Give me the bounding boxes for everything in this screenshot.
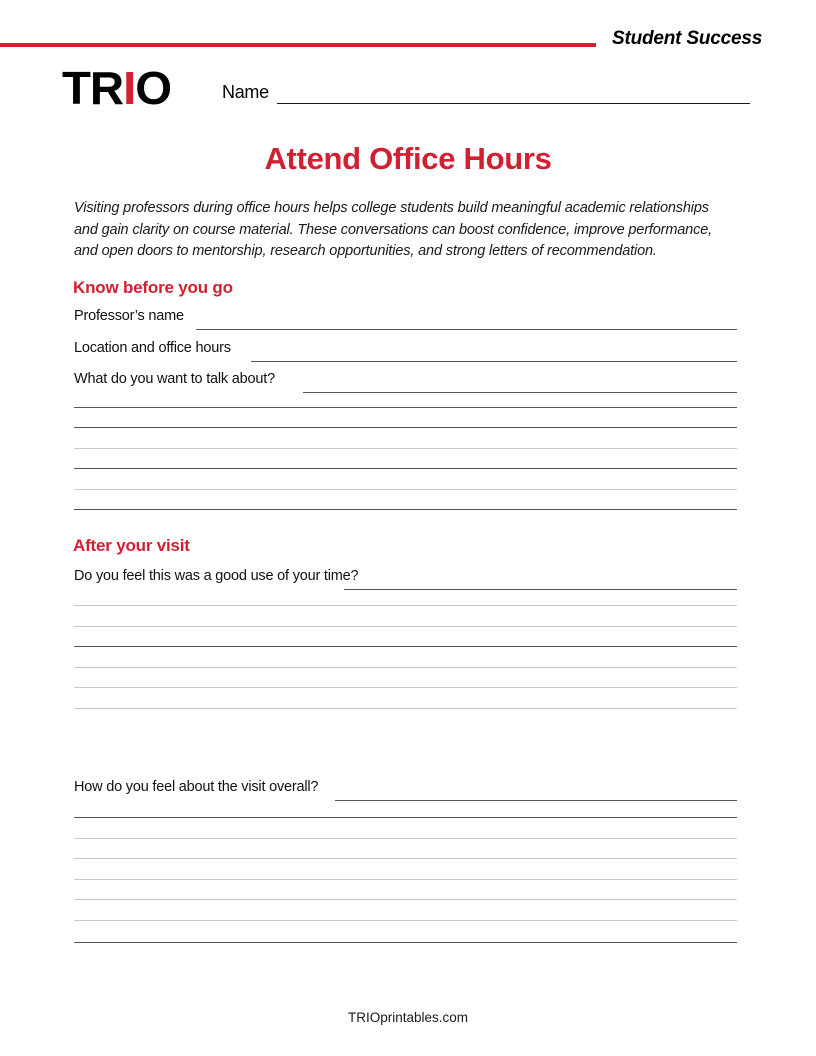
blank-writing-line[interactable] — [74, 468, 737, 469]
prompt-answer-line[interactable] — [196, 329, 737, 330]
header-kicker: Student Success — [612, 28, 763, 49]
logo-text-o: O — [135, 62, 172, 114]
blank-writing-line[interactable] — [74, 626, 737, 627]
prompt-label: What do you want to talk about? — [74, 371, 275, 387]
blank-writing-line[interactable] — [74, 838, 737, 839]
blank-writing-line[interactable] — [74, 407, 737, 408]
prompt-label: Location and office hours — [74, 340, 231, 356]
name-field-label: Name — [222, 82, 269, 102]
prompt-row-location-and-office-hours — [74, 340, 737, 362]
prompt-row-visit-overall — [74, 779, 737, 801]
blank-writing-line[interactable] — [74, 667, 737, 668]
prompt-answer-line[interactable] — [303, 392, 737, 393]
prompt-row-professors-name — [74, 308, 737, 330]
intro-paragraph: Visiting professors during office hours helps college students build meaningful academic relationships and gain clarity on course material. These conversations can boost confidence, improve performance, and open doors to mentorship, research opportunities, and strong letters of recommendation. — [74, 200, 712, 259]
page-title: Attend Office Hours — [264, 141, 552, 176]
blank-writing-line[interactable] — [74, 509, 737, 510]
prompt-answer-line[interactable] — [251, 361, 737, 362]
header-red-rule — [0, 43, 596, 47]
section-heading-know-before-you-go: Know before you go — [73, 278, 233, 297]
blank-writing-line[interactable] — [74, 427, 737, 428]
prompt-label: How do you feel about the visit overall? — [74, 779, 319, 795]
prompt-label: Do you feel this was a good use of your time? — [74, 568, 359, 584]
logo-text-tr: TR — [62, 62, 124, 114]
footer-site-name: TRIOprintables.com — [347, 1010, 469, 1025]
blank-writing-line[interactable] — [74, 879, 737, 880]
blank-writing-line[interactable] — [74, 920, 737, 921]
blank-writing-line[interactable] — [74, 687, 737, 688]
blank-writing-line[interactable] — [74, 448, 737, 449]
blank-writing-line[interactable] — [74, 605, 737, 606]
blank-writing-line[interactable] — [74, 899, 737, 900]
prompt-answer-line[interactable] — [335, 800, 737, 801]
blank-writing-line[interactable] — [74, 708, 737, 709]
blank-writing-line[interactable] — [74, 942, 737, 943]
blank-writing-line[interactable] — [74, 817, 737, 818]
section-heading-after-your-visit: After your visit — [73, 536, 190, 555]
blank-writing-line[interactable] — [74, 646, 737, 647]
blank-writing-line[interactable] — [74, 858, 737, 859]
prompt-answer-line[interactable] — [344, 589, 737, 590]
name-input-line[interactable] — [277, 103, 750, 104]
prompt-row-what-to-talk-about — [74, 371, 737, 393]
trio-logo — [62, 62, 172, 114]
blank-writing-line[interactable] — [74, 489, 737, 490]
logo-accent-i: I — [123, 62, 136, 114]
prompt-row-good-use-of-time — [74, 568, 737, 590]
page-header — [0, 28, 816, 58]
prompt-label: Professor’s name — [74, 308, 184, 324]
